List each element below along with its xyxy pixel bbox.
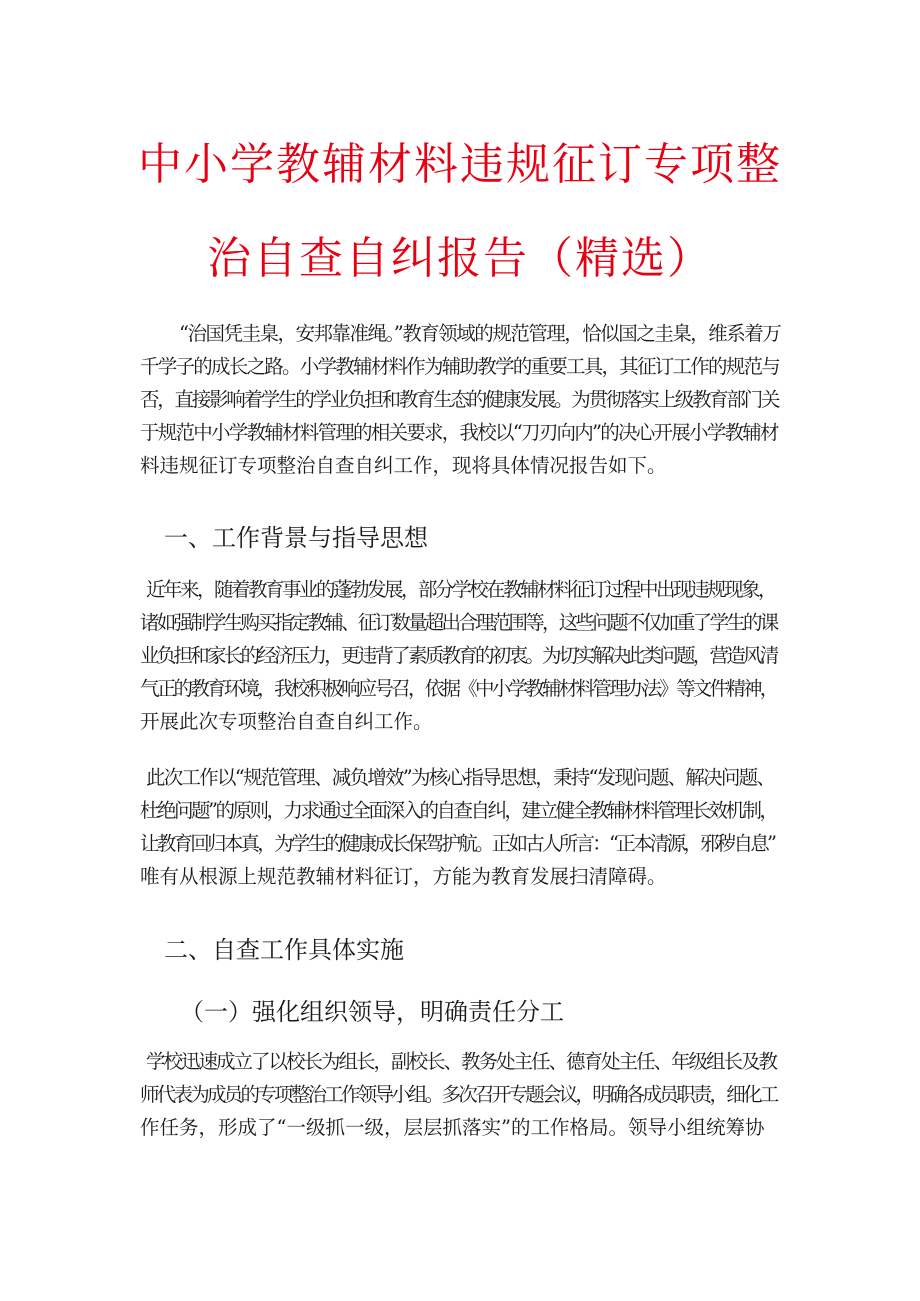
paragraph-line: 千学子的成长之路。小学教辅材料作为辅助教学的重要工具，其征订工作的规范与 (140, 355, 780, 378)
paragraph-line: 让教育回归本真，为学生的健康成长保驾护航。正如古人所言：“正本清源，邪秽自息” (140, 832, 775, 855)
paragraph-line: 杜绝问题”的原则，力求通过全面深入的自查自纠，建立健全教辅材料管理长效机制， (140, 799, 777, 822)
paragraph-line: 近年来，随着教育事业的蓬勃发展，部分学校在教辅材料征订过程中出现违规现象， (146, 578, 776, 601)
paragraph-line: 开展此次专项整治自查自纠工作。 (140, 710, 433, 733)
section-1-heading: 一、工作背景与指导思想 (164, 524, 428, 552)
paragraph-line: 作任务，形成了“一级抓一级，层层抓落实”的工作格局。领导小组统筹协 (140, 1116, 765, 1139)
paragraph-line: 师代表为成员的专项整治工作领导小组。多次召开专题会议，明确各成员职责，细化工 (140, 1083, 777, 1106)
paragraph-line: 料违规征订专项整治自查自纠工作，现将具体情况报告如下。 (140, 454, 667, 477)
section-2-heading: 二、自查工作具体实施 (164, 936, 404, 964)
subsection-1-paragraph-1 (140, 1045, 780, 1144)
paragraph-line: 此次工作以“规范管理、减负增效”为核心指导思想，秉持“发现问题、解决问题、 (146, 766, 775, 789)
paragraph-line: 诸如强制学生购买指定教辅、征订数量超出合理范围等，这些问题不仅加重了学生的课 (140, 611, 777, 634)
document-title-line-2: 治自查自纠报告（精选） (207, 233, 713, 284)
paragraph-line: 学校迅速成立了以校长为组长，副校长、教务处主任、德育处主任、年级组长及教 (146, 1050, 777, 1073)
section-1-paragraph-1 (140, 573, 780, 738)
section-1-paragraph-2 (140, 761, 780, 893)
paragraph-line: “治国凭圭臬，安邦靠准绳。”教育领域的规范管理，恰似国之圭臬，维系着万 (179, 322, 781, 345)
paragraph-line: 唯有从根源上规范教辅材料征订，方能为教育发展扫清障碍。 (140, 865, 667, 888)
paragraph-line: 否，直接影响着学生的学业负担和教育生态的健康发展。为贯彻落实上级教育部门关 (140, 388, 779, 411)
subsection-1-heading: （一）强化组织领导，明确责任分工 (180, 998, 564, 1026)
paragraph-line: 气正的教育环境，我校积极响应号召，依据《中小学教辅材料管理办法》等文件精神， (140, 677, 777, 700)
document-title-line-1: 中小学教辅材料违规征订专项整 (138, 139, 782, 190)
intro-paragraph (140, 317, 780, 482)
paragraph-line: 于规范中小学教辅材料管理的相关要求，我校以“刀刃向内”的决心开展小学教辅材 (140, 421, 778, 444)
paragraph-line: 业负担和家长的经济压力，更违背了素质教育的初衷。为切实解决此类问题，营造风清 (140, 644, 777, 667)
